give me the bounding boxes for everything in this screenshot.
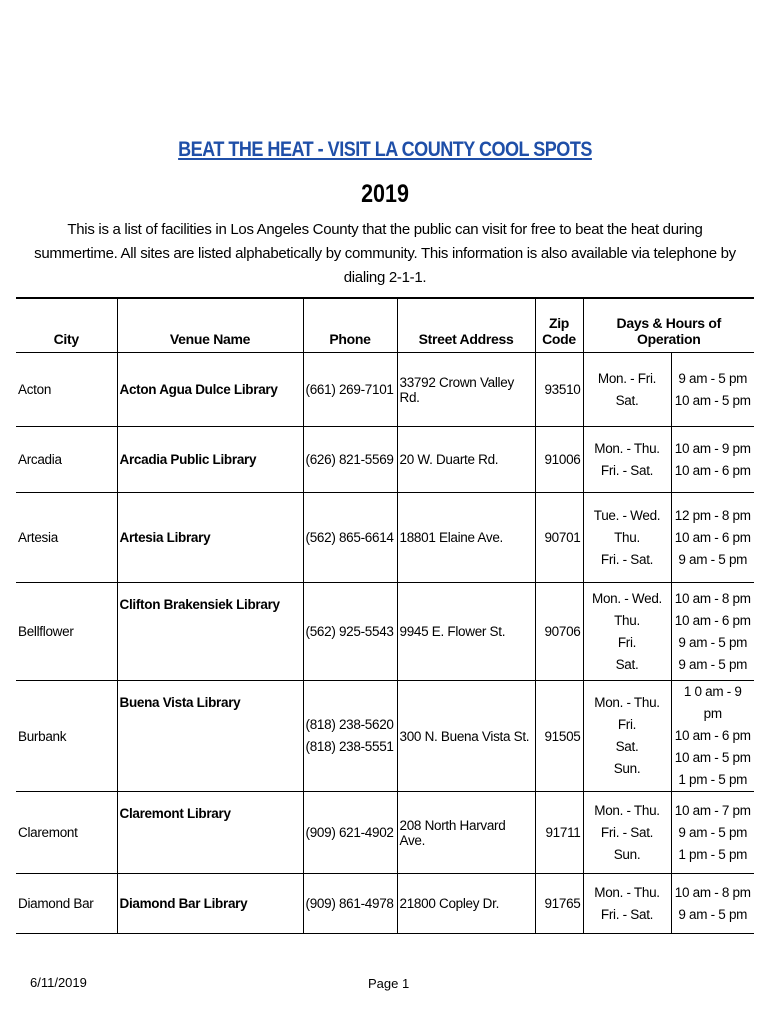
venue-cell: Artesia Library xyxy=(117,493,303,583)
days-cell-line: Fri. xyxy=(617,717,637,732)
phone-cell xyxy=(303,874,397,934)
days-cell-line: Sat. xyxy=(615,739,639,754)
zip-cell: 91505 xyxy=(535,681,583,792)
hours-cell-line: 1 pm - 5 pm xyxy=(678,772,748,787)
days-cell-line: Mon. - Thu. xyxy=(594,695,660,710)
table-row xyxy=(16,792,754,874)
address-cell: 33792 Crown Valley Rd. xyxy=(397,353,535,427)
hours-cell xyxy=(671,681,754,792)
intro-paragraph: This is a list of facilities in Los Angeles County that the public can visit for free to beat the heat during summertime. All sites are listed alphabetically by community. This information is also available via telephone by dialing 2-1-1. xyxy=(34,221,736,286)
days-cell xyxy=(583,681,671,792)
city-cell: Arcadia xyxy=(16,427,117,493)
days-cell-line: Tue. - Wed. xyxy=(593,507,661,523)
address-cell: 20 W. Duarte Rd. xyxy=(397,427,535,493)
days-cell-line: Thu. xyxy=(614,612,640,628)
city-cell: Claremont xyxy=(16,792,117,874)
table-row xyxy=(16,493,754,583)
days-cell xyxy=(583,792,671,874)
city-cell: Acton xyxy=(16,353,117,427)
city-cell: Artesia xyxy=(16,493,117,583)
zip-cell: 90706 xyxy=(535,583,583,681)
footer-page-number: Page 1 xyxy=(368,976,410,991)
table-body xyxy=(16,353,754,934)
phone-cell-line: (909) 861-4978 xyxy=(305,895,394,911)
phone-cell-line: (909) 621-4902 xyxy=(305,824,394,840)
document-year: 2019 xyxy=(361,180,409,208)
phone-cell xyxy=(303,353,397,427)
address-cell: 18801 Elaine Ave. xyxy=(397,493,535,583)
hours-cell-line: 9 am - 5 pm xyxy=(678,656,748,672)
days-cell xyxy=(583,427,671,493)
venue-cell: Buena Vista Library xyxy=(117,681,303,792)
days-cell xyxy=(583,583,671,681)
table-header-row xyxy=(16,298,754,353)
cool-spots-table xyxy=(16,297,754,934)
hours-cell-line: 10 am - 6 pm xyxy=(674,728,751,743)
hours-cell-line: 10 am - 5 pm xyxy=(674,750,751,765)
days-cell-line: Sat. xyxy=(615,656,639,672)
hours-cell-line: 10 am - 7 pm xyxy=(674,802,751,818)
venue-cell: Acton Agua Dulce Library xyxy=(117,353,303,427)
venue-cell: Arcadia Public Library xyxy=(117,427,303,493)
phone-cell-line: (818) 238-5620 xyxy=(305,717,394,732)
days-cell-line: Mon. - Fri. xyxy=(597,370,657,386)
hours-cell xyxy=(671,493,754,583)
hours-cell-line: 10 am - 9 pm xyxy=(674,440,751,456)
phone-cell-line: (661) 269-7101 xyxy=(305,381,394,397)
days-cell-line: Fri. - Sat. xyxy=(600,906,654,922)
days-cell-line: Sun. xyxy=(613,846,641,862)
days-cell-line: Fri. - Sat. xyxy=(600,462,654,478)
header-hours: Days & Hours of Operation xyxy=(583,298,754,353)
phone-cell-line: (626) 821-5569 xyxy=(305,451,394,467)
days-cell-line: Mon. - Wed. xyxy=(592,590,662,606)
address-cell: 300 N. Buena Vista St. xyxy=(397,681,535,792)
days-cell xyxy=(583,874,671,934)
address-cell: 208 North Harvard Ave. xyxy=(397,792,535,874)
phone-cell-line: (562) 925-5543 xyxy=(305,623,394,639)
hours-cell xyxy=(671,583,754,681)
zip-cell: 91006 xyxy=(535,427,583,493)
days-cell xyxy=(583,353,671,427)
hours-cell-line: 10 am - 8 pm xyxy=(674,884,751,900)
days-cell-line: Fri. - Sat. xyxy=(600,551,654,567)
city-cell: Burbank xyxy=(16,681,117,792)
zip-cell: 90701 xyxy=(535,493,583,583)
city-cell: Bellflower xyxy=(16,583,117,681)
hours-cell-line: 10 am - 6 pm xyxy=(674,529,751,545)
phone-cell xyxy=(303,493,397,583)
address-cell: 21800 Copley Dr. xyxy=(397,874,535,934)
hours-cell xyxy=(671,427,754,493)
table-row xyxy=(16,427,754,493)
hours-cell-line: 1 pm - 5 pm xyxy=(678,846,748,862)
hours-cell-line: 1 0 am - 9 pm xyxy=(683,684,742,721)
hours-cell-line: 9 am - 5 pm xyxy=(678,551,748,567)
table-row xyxy=(16,874,754,934)
venue-cell: Diamond Bar Library xyxy=(117,874,303,934)
days-cell-line: Fri. xyxy=(617,634,637,650)
hours-cell-line: 9 am - 5 pm xyxy=(678,906,748,922)
table-row xyxy=(16,681,754,792)
days-cell-line: Fri. - Sat. xyxy=(600,824,654,840)
venue-cell: Claremont Library xyxy=(117,792,303,874)
hours-cell-line: 10 am - 6 pm xyxy=(674,462,751,478)
zip-cell: 93510 xyxy=(535,353,583,427)
days-cell-line: Mon. - Thu. xyxy=(594,440,660,456)
hours-cell xyxy=(671,353,754,427)
hours-cell-line: 9 am - 5 pm xyxy=(678,634,748,650)
hours-cell xyxy=(671,874,754,934)
hours-cell-line: 9 am - 5 pm xyxy=(678,824,748,840)
header-phone: Phone xyxy=(303,298,397,353)
days-cell xyxy=(583,493,671,583)
footer-date: 6/11/2019 xyxy=(30,975,87,990)
hours-cell-line: 9 am - 5 pm xyxy=(678,370,748,386)
hours-cell-line: 10 am - 6 pm xyxy=(674,612,751,628)
days-cell-line: Sat. xyxy=(615,392,639,408)
header-zip: Zip Code xyxy=(535,298,583,353)
zip-cell: 91765 xyxy=(535,874,583,934)
days-cell-line: Mon. - Thu. xyxy=(594,884,660,900)
phone-cell-line: (818) 238-5551 xyxy=(305,739,394,754)
hours-cell-line: 10 am - 8 pm xyxy=(674,590,751,606)
header-address: Street Address xyxy=(397,298,535,353)
days-cell-line: Mon. - Thu. xyxy=(594,802,660,818)
days-cell-line: Sun. xyxy=(613,761,641,776)
venue-cell: Clifton Brakensiek Library xyxy=(117,583,303,681)
days-cell-line: Thu. xyxy=(614,529,640,545)
phone-cell xyxy=(303,792,397,874)
phone-cell xyxy=(303,427,397,493)
document-title: BEAT THE HEAT - VISIT LA COUNTY COOL SPOTS xyxy=(178,138,592,161)
phone-cell xyxy=(303,583,397,681)
city-cell: Diamond Bar xyxy=(16,874,117,934)
header-venue: Venue Name xyxy=(117,298,303,353)
table-row xyxy=(16,583,754,681)
zip-cell: 91711 xyxy=(535,792,583,874)
hours-cell-line: 12 pm - 8 pm xyxy=(674,507,751,523)
hours-cell xyxy=(671,792,754,874)
hours-cell-line: 10 am - 5 pm xyxy=(674,392,751,408)
header-city: City xyxy=(16,298,117,353)
phone-cell xyxy=(303,681,397,792)
table-row xyxy=(16,353,754,427)
address-cell: 9945 E. Flower St. xyxy=(397,583,535,681)
phone-cell-line: (562) 865-6614 xyxy=(305,529,394,545)
